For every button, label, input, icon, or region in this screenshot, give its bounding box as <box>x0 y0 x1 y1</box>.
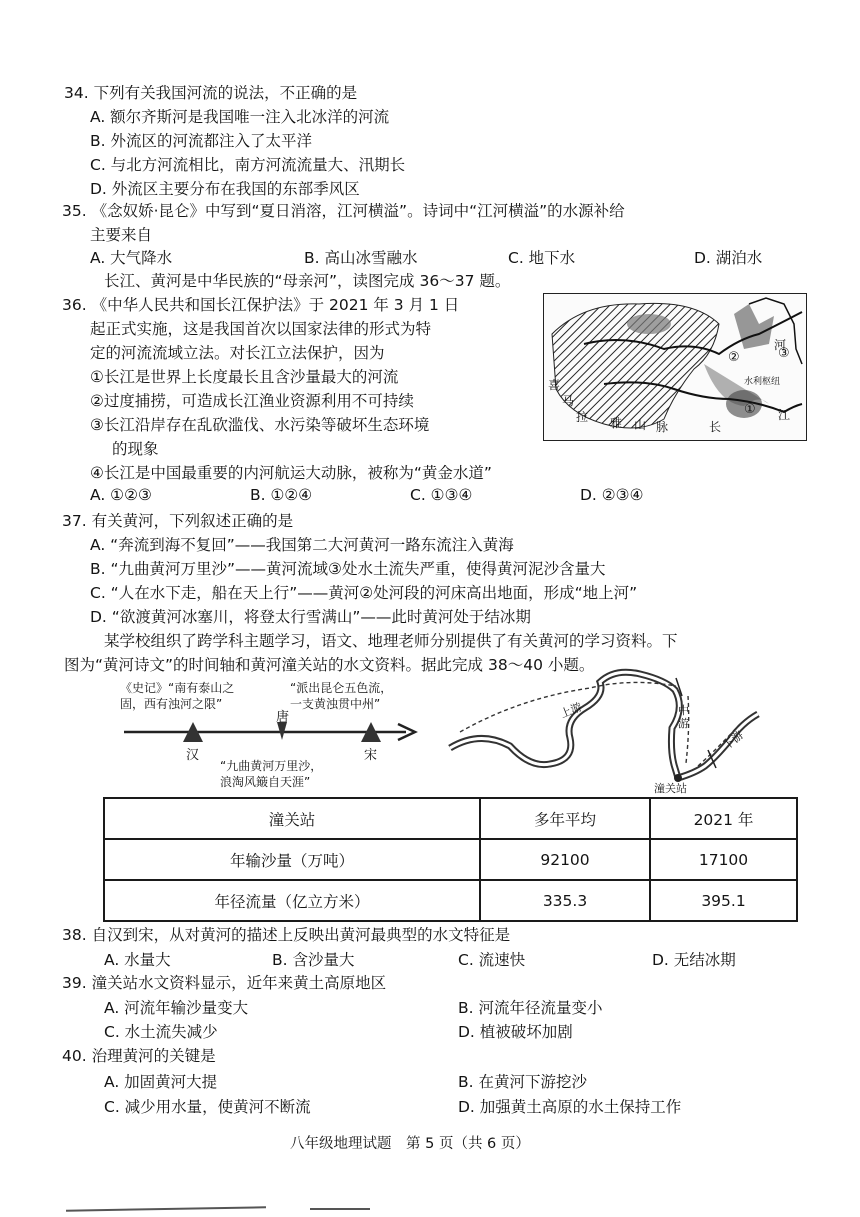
q34-option-b: B. 外流区的河流都注入了太平洋 <box>90 132 312 150</box>
poem-timeline <box>120 680 430 795</box>
q37-option-c: C. “人在水下走，船在天上行”——黄河②处河段的河床高出地面，形成“地上河” <box>90 584 638 602</box>
q40-option-c: C. 减少用水量，使黄河不断流 <box>104 1098 311 1116</box>
q36-item-2: ②过度捕捞，可造成长江渔业资源利用不可持续 <box>90 392 414 410</box>
q36-item-3: ③长江沿岸存在乱砍滥伐、水污染等破坏生态环境 <box>90 416 430 434</box>
intro-36-37: 长江、黄河是中华民族的“母亲河”，读图完成 36～37 题。 <box>104 272 511 290</box>
label-lower-reach: 下游 <box>720 728 746 753</box>
q36-option-b: B. ①②④ <box>250 486 313 504</box>
q38-option-c: C. 流速快 <box>458 951 526 969</box>
q34-option-d: D. 外流区主要分布在我国的东部季风区 <box>90 180 360 198</box>
q40-option-a: A. 加固黄河大提 <box>104 1073 218 1091</box>
q35-option-d: D. 湖泊水 <box>694 249 763 267</box>
q35-stem-line2: 主要来自 <box>90 226 153 244</box>
q39-option-a: A. 河流年输沙量变大 <box>104 999 249 1017</box>
q36-item-3-cont: 的现象 <box>112 440 159 458</box>
map-label-shan: 山 <box>634 418 647 432</box>
map-marker-3: ③ <box>778 346 790 361</box>
scan-edge-mark <box>66 1206 266 1211</box>
q37-stem: 37. 有关黄河，下列叙述正确的是 <box>62 512 294 530</box>
timeline-quote-bottom: “九曲黄河万里沙， 浪淘风簸自天涯” <box>220 759 323 789</box>
q36-stem-line1: 36. 《中华人民共和国长江保护法》于 2021 年 3 月 1 日 <box>62 296 460 314</box>
map-label-chang: 长 <box>709 420 722 434</box>
map-marker-1: ① <box>744 402 756 417</box>
table-cell: 年输沙量（万吨） <box>104 839 480 880</box>
q39-option-b: B. 河流年径流量变小 <box>458 999 603 1017</box>
q36-option-a: A. ①②③ <box>90 486 152 504</box>
q38-option-b: B. 含沙量大 <box>272 951 355 969</box>
label-middle-reach: 中游 <box>678 704 689 730</box>
q39-option-d: D. 植被破坏加剧 <box>458 1023 573 1041</box>
label-tongguan-station: 潼关站 <box>654 782 687 795</box>
table-header-cell: 潼关站 <box>104 798 480 839</box>
timeline-quote-tang: “派出昆仑五色流， 一支黄浊贯中州” <box>290 681 393 711</box>
q34-option-c: C. 与北方河流相比，南方河流流量大、汛期长 <box>90 156 406 174</box>
map-label-ma: 马 <box>562 394 575 408</box>
q37-option-d: D. “欲渡黄河冰塞川，将登太行雪满山”——此时黄河处于结冰期 <box>90 608 531 626</box>
q37-option-a: A. “奔流到海不复回”——我国第二大河黄河一路东流注入黄海 <box>90 536 514 554</box>
map-label-ya: 雅 <box>610 416 623 430</box>
table-row <box>104 880 797 921</box>
q39-stem: 39. 潼关站水文资料显示，近年来黄土高原地区 <box>62 974 387 992</box>
table-header-cell: 多年平均 <box>480 798 650 839</box>
q38-stem: 38. 自汉到宋，从对黄河的描述上反映出黄河最典型的水文特征是 <box>62 926 511 944</box>
table-cell: 年径流量（亿立方米） <box>104 880 480 921</box>
map-label-he: 河 <box>774 338 787 352</box>
map-label-xi: 喜 <box>548 378 561 392</box>
q38-option-a: A. 水量大 <box>104 951 171 969</box>
table-cell: 395.1 <box>650 880 797 921</box>
yellow-river-sketch <box>440 668 770 794</box>
q36-stem-line3: 定的河流流域立法。对长江立法保护，因为 <box>90 344 385 362</box>
map-label-mai: 脉 <box>656 420 669 434</box>
map-label-jiang: 江 <box>778 408 791 422</box>
map-label-dam: 水利枢纽 <box>744 377 781 387</box>
table-header-cell: 2021 年 <box>650 798 797 839</box>
q36-option-c: C. ①③④ <box>410 486 473 504</box>
q36-item-4: ④长江是中国最重要的内河航运大动脉，被称为“黄金水道” <box>90 464 492 482</box>
q39-option-c: C. 水土流失减少 <box>104 1023 218 1041</box>
q34-option-a: A. 额尔齐斯河是我国唯一注入北冰洋的河流 <box>90 108 390 126</box>
table-header-row <box>104 798 797 839</box>
label-upper-reach: 上游 <box>558 700 584 721</box>
map-label-la: 拉 <box>576 410 589 424</box>
q35-stem-line1: 35. 《念奴娇·昆仑》中写到“夏日消溶，江河横溢”。诗词中“江河横溢”的水源补给 <box>62 202 625 220</box>
q38-option-d: D. 无结冰期 <box>652 951 736 969</box>
q36-option-d: D. ②③④ <box>580 486 644 504</box>
q35-option-c: C. 地下水 <box>508 249 576 267</box>
yangtze-yellow-river-map <box>543 293 807 441</box>
timeline-han: 汉 <box>186 748 200 763</box>
timeline-quote-shiji: 《史记》“南有泰山之 固，西有浊河之限” <box>120 681 235 711</box>
scan-edge-mark <box>310 1208 370 1210</box>
q40-option-b: B. 在黄河下游挖沙 <box>458 1073 587 1091</box>
yellow-river-course <box>440 668 770 794</box>
table-cell: 335.3 <box>480 880 650 921</box>
table-cell: 17100 <box>650 839 797 880</box>
map-marker-2: ② <box>728 350 740 365</box>
q40-option-d: D. 加强黄土高原的水土保持工作 <box>458 1098 682 1116</box>
table-row <box>104 839 797 880</box>
intro-38-40-line2: 图为“黄河诗文”的时间轴和黄河潼关站的水文资料。据此完成 38～40 小题。 <box>64 656 595 674</box>
q34-stem: 34. 下列有关我国河流的说法，不正确的是 <box>64 84 358 102</box>
intro-38-40-line1: 某学校组织了跨学科主题学习，语文、地理老师分别提供了有关黄河的学习资料。下 <box>104 632 678 650</box>
tongguan-hydrology-table <box>103 797 798 922</box>
page-footer: 八年级地理试题 第 5 页（共 6 页） <box>290 1136 530 1152</box>
q37-option-b: B. “九曲黄河万里沙”——黄河流域③处水土流失严重，使得黄河泥沙含量大 <box>90 560 606 578</box>
q35-option-a: A. 大气降水 <box>90 249 173 267</box>
timeline-song: 宋 <box>364 748 378 763</box>
timeline-tang: 唐 <box>276 710 290 725</box>
q36-stem-line2: 起正式实施，这是我国首次以国家法律的形式为特 <box>90 320 432 338</box>
table-cell: 92100 <box>480 839 650 880</box>
q40-stem: 40. 治理黄河的关键是 <box>62 1047 216 1065</box>
q36-item-1: ①长江是世界上长度最长且含沙量最大的河流 <box>90 368 399 386</box>
q35-option-b: B. 高山冰雪融水 <box>304 249 418 267</box>
